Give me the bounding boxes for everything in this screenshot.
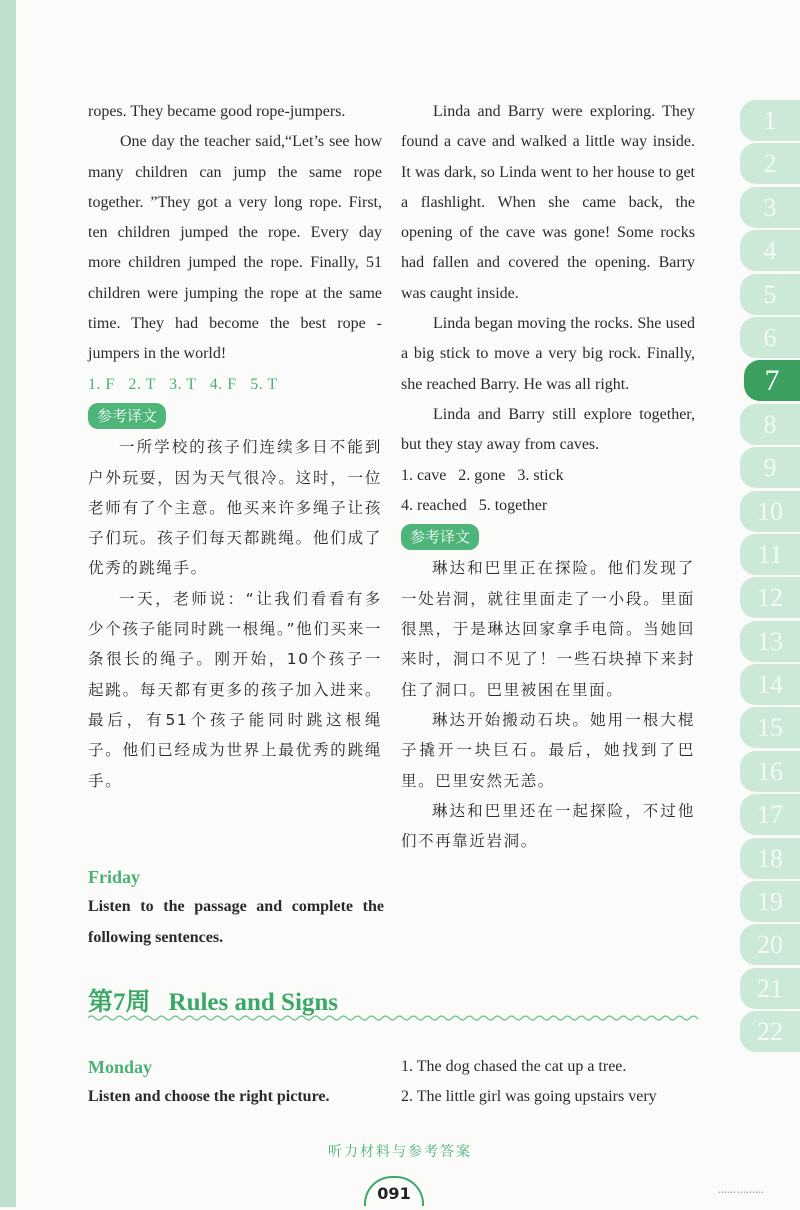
week-tab-7[interactable]: 7 bbox=[744, 360, 800, 401]
monday-section bbox=[88, 1052, 388, 1113]
right-column bbox=[401, 97, 695, 856]
week-tab-2[interactable]: 2 bbox=[740, 143, 800, 184]
week-tab-21[interactable]: 21 bbox=[740, 968, 800, 1009]
day-heading: Friday bbox=[88, 867, 140, 887]
week-tab-9[interactable]: 9 bbox=[740, 447, 800, 488]
story-ending: ropes. They became good rope-jumpers. bbox=[88, 103, 346, 120]
week-tab-16[interactable]: 16 bbox=[740, 751, 800, 792]
instruction: Listen and choose the right picture. bbox=[88, 1088, 330, 1106]
week-topic: Rules and Signs bbox=[168, 989, 339, 1016]
answer-key: 1. cave 2. gone 3. stick bbox=[401, 466, 564, 484]
day-heading: Monday bbox=[88, 1057, 153, 1077]
translation-paragraph: 琳达和巴里正在探险。他们发现了一处岩洞，就往里面走了一小段。里面很黑，于是琳达回家拿手电筒。当她回来时，洞口不见了！一些石块掉下来封住了洞口。巴里被困在里面。 bbox=[401, 559, 695, 699]
translation-paragraph: 琳达和巴里还在一起探险，不过他们不再靠近岩洞。 bbox=[401, 801, 695, 851]
wavy-divider bbox=[88, 1013, 698, 1023]
script-line: 2. The little girl was going upstairs very bbox=[401, 1088, 657, 1106]
week-tab-13[interactable]: 13 bbox=[740, 621, 800, 662]
translation-badge: 参考译文 bbox=[401, 524, 479, 550]
book-spine bbox=[0, 0, 16, 1207]
week-tab-1[interactable]: 1 bbox=[740, 100, 800, 141]
left-column bbox=[88, 97, 382, 796]
footer-title: 听力材料与参考答案 bbox=[328, 1144, 472, 1160]
friday-section bbox=[88, 862, 384, 953]
translation-badge: 参考译文 bbox=[88, 403, 166, 429]
script-line: 1. The dog chased the cat up a tree. bbox=[401, 1058, 627, 1075]
week-tab-10[interactable]: 10 bbox=[740, 491, 800, 532]
week-number: 第7周 bbox=[88, 989, 151, 1016]
scan-watermark: •••••• ••••••••• bbox=[718, 1190, 764, 1196]
week-tab-3[interactable]: 3 bbox=[740, 187, 800, 228]
week-tab-22[interactable]: 22 bbox=[740, 1011, 800, 1052]
story-paragraph: Linda began moving the rocks. She used a big stick to move a very big rock. Finally, she reached Barry. He was all right. bbox=[401, 315, 695, 393]
week-tab-6[interactable]: 6 bbox=[740, 317, 800, 358]
story-paragraph: Linda and Barry still explore together, but they stay away from caves. bbox=[401, 405, 695, 454]
week-tab-11[interactable]: 11 bbox=[740, 534, 800, 575]
story-paragraph: One day the teacher said,“Let’s see how many children can jump the same rope together. ”They got a very long rope. First, ten children jumped the rope. Every day more children jumped the rope. Finally, 51 children were jumping the rope at the same time. They had become the best rope - jumpers in the world! bbox=[88, 133, 382, 363]
week-tab-19[interactable]: 19 bbox=[740, 881, 800, 922]
week-tab-20[interactable]: 20 bbox=[740, 924, 800, 965]
week-tab-17[interactable]: 17 bbox=[740, 794, 800, 835]
week-tab-12[interactable]: 12 bbox=[740, 577, 800, 618]
translation-paragraph: 一所学校的孩子们连续多日不能到户外玩耍，因为天气很冷。这时，一位老师有了个主意。他买来许多绳子让孩子们玩。孩子们每天都跳绳。他们成了优秀的跳绳手。 bbox=[88, 438, 382, 578]
translation-paragraph: 一天，老师说：“让我们看看有多少个孩子能同时跳一根绳。”他们买来一条很长的绳子。刚开始，10个孩子一起跳。每天都有更多的孩子加入进来。最后，有51个孩子能同时跳这根绳子。他们已经成为世界上最优秀的跳绳手。 bbox=[88, 589, 382, 790]
week-tab-8[interactable]: 8 bbox=[740, 404, 800, 445]
week-tab-14[interactable]: 14 bbox=[740, 664, 800, 705]
week-tab-18[interactable]: 18 bbox=[740, 838, 800, 879]
answer-key: 4. reached 5. together bbox=[401, 496, 548, 514]
week-tab-5[interactable]: 5 bbox=[740, 274, 800, 315]
answer-key: 1. F 2. T 3. T 4. F 5. T bbox=[88, 375, 278, 393]
instruction: Listen to the passage and complete the following sentences. bbox=[88, 898, 384, 946]
week-tab-15[interactable]: 15 bbox=[740, 707, 800, 748]
page-number: 091 bbox=[364, 1176, 424, 1206]
translation-paragraph: 琳达开始搬动石块。她用一根大棍子撬开一块巨石。最后，她找到了巴里。巴里安然无恙。 bbox=[401, 710, 695, 790]
monday-script bbox=[401, 1052, 695, 1113]
week-tab-4[interactable]: 4 bbox=[740, 230, 800, 271]
story-paragraph: Linda and Barry were exploring. They found a cave and walked a little way inside. It was dark, so Linda went to her house to get a flashlight. When she came back, the opening of the cave was gone! Some rocks had fallen and covered the opening. Barry was caught inside. bbox=[401, 103, 695, 302]
week-tabs bbox=[740, 100, 800, 1055]
